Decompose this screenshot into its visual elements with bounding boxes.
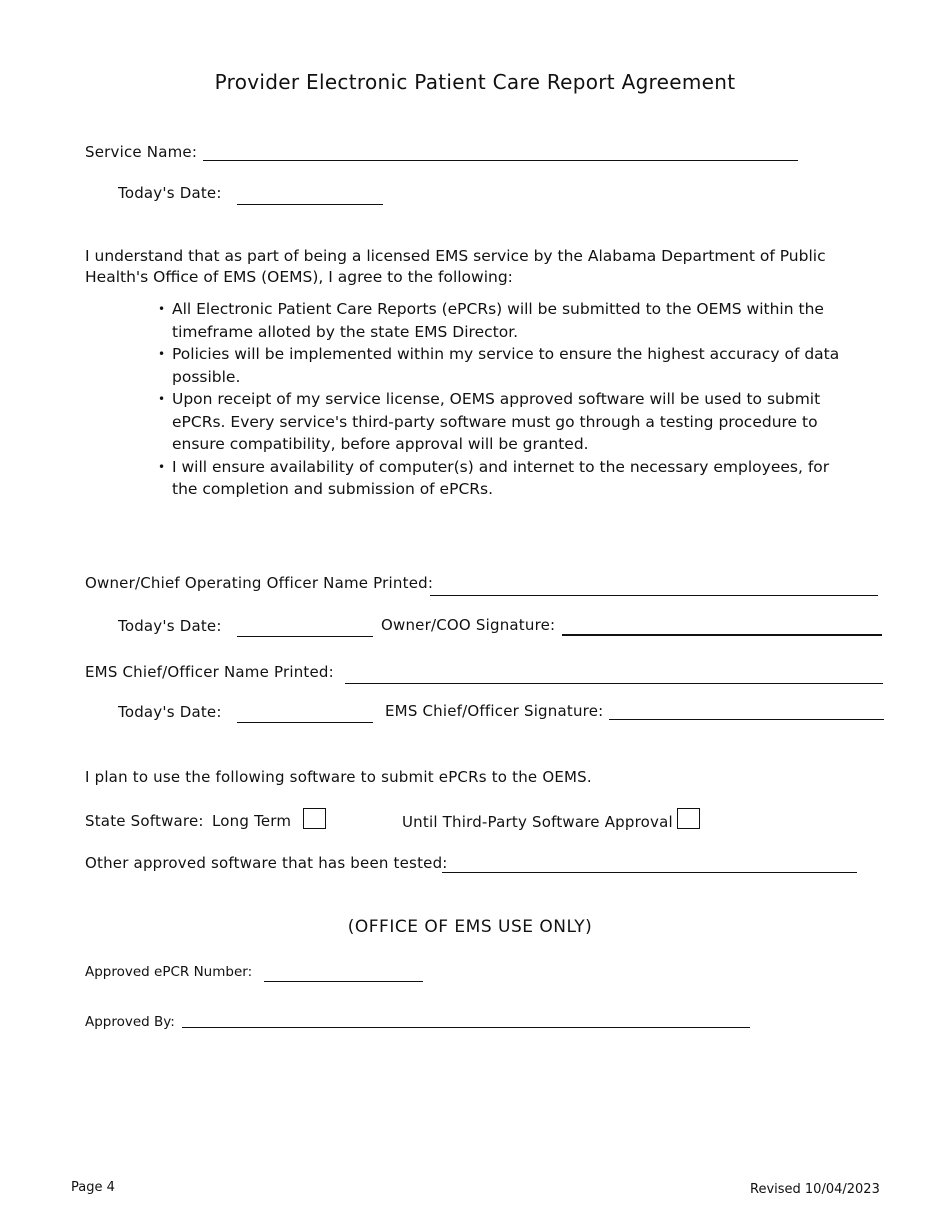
owner-name-label: Owner/Chief Operating Officer Name Printed: bbox=[85, 574, 434, 592]
bullet-icon: • bbox=[158, 302, 166, 316]
bullet-text: All Electronic Patient Care Reports (ePCRs) will be submitted to the OEMS within the timeframe alloted by the state EMS Director. bbox=[172, 300, 824, 341]
list-item bbox=[158, 388, 848, 456]
chief-date-label: Today's Date: bbox=[118, 703, 222, 721]
todays-date-field[interactable] bbox=[237, 204, 383, 205]
approved-number-label: Approved ePCR Number: bbox=[85, 964, 253, 980]
todays-date-label: Today's Date: bbox=[118, 184, 222, 202]
chief-name-label: EMS Chief/Officer Name Printed: bbox=[85, 663, 334, 681]
owner-name-field[interactable] bbox=[430, 595, 878, 596]
list-item bbox=[158, 298, 848, 343]
bullet-text: Policies will be implemented within my service to ensure the highest accuracy of data possible. bbox=[172, 345, 840, 386]
owner-signature-label: Owner/COO Signature: bbox=[381, 616, 556, 634]
long-term-label: Long Term bbox=[212, 812, 292, 830]
chief-signature-label: EMS Chief/Officer Signature: bbox=[385, 702, 604, 720]
list-item bbox=[158, 343, 848, 388]
page-number: Page 4 bbox=[71, 1180, 115, 1195]
other-software-label: Other approved software that has been tested: bbox=[85, 854, 448, 872]
bullet-text: Upon receipt of my service license, OEMS approved software will be used to submit ePCRs. Every service's third-party software must go through a testing procedure to ensure compatibility, before approval will be granted. bbox=[172, 390, 821, 453]
approved-number-field[interactable] bbox=[264, 981, 423, 982]
software-intro: I plan to use the following software to submit ePCRs to the OEMS. bbox=[85, 768, 592, 786]
office-use-heading: (OFFICE OF EMS USE ONLY) bbox=[347, 917, 593, 937]
other-software-field[interactable] bbox=[442, 872, 857, 873]
revised-date: Revised 10/04/2023 bbox=[750, 1182, 880, 1197]
owner-signature-field[interactable] bbox=[562, 634, 882, 636]
until-approval-label: Until Third-Party Software Approval bbox=[402, 813, 673, 831]
bullet-icon: • bbox=[158, 392, 166, 406]
owner-date-label: Today's Date: bbox=[118, 617, 222, 635]
bullet-icon: • bbox=[158, 347, 166, 361]
bullet-icon: • bbox=[158, 459, 166, 474]
approved-by-field[interactable] bbox=[182, 1027, 750, 1028]
agreement-intro: I understand that as part of being a licensed EMS service by the Alabama Department of Public Health's Office of EMS (OEMS), I agree to the following: bbox=[85, 247, 826, 286]
chief-date-field[interactable] bbox=[237, 722, 373, 723]
service-name-field[interactable] bbox=[203, 160, 798, 161]
page-title: Provider Electronic Patient Care Report Agreement bbox=[214, 70, 736, 94]
state-software-label: State Software: bbox=[85, 812, 204, 830]
agreement-bullets bbox=[158, 298, 848, 501]
owner-date-field[interactable] bbox=[237, 636, 373, 637]
long-term-checkbox[interactable] bbox=[303, 808, 326, 829]
chief-signature-field[interactable] bbox=[609, 719, 884, 720]
chief-name-field[interactable] bbox=[345, 683, 883, 684]
bullet-text: I will ensure availability of computer(s) and internet to the necessary employees, for the completion and submission of ePCRs. bbox=[172, 457, 830, 498]
approved-by-label: Approved By: bbox=[85, 1014, 175, 1030]
until-approval-checkbox[interactable] bbox=[677, 808, 700, 829]
list-item bbox=[158, 456, 848, 501]
service-name-label: Service Name: bbox=[85, 143, 198, 161]
